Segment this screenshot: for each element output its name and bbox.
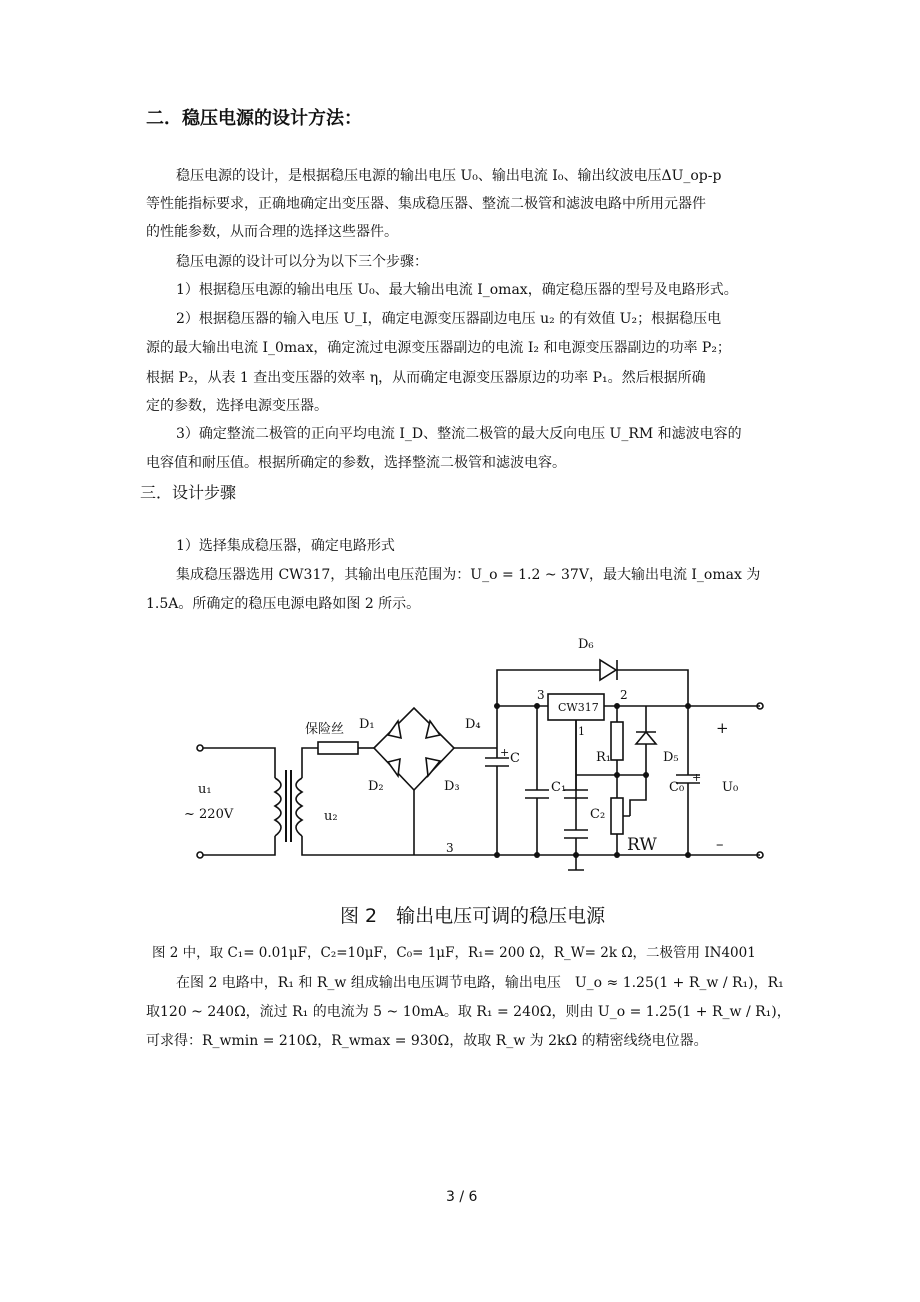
section-heading-design-method: 二．稳压电源的设计方法： <box>146 108 362 129</box>
d3-label: D₃ <box>444 779 460 794</box>
pin2-label: 2 <box>620 688 628 702</box>
c1-label: C₁ <box>551 780 567 795</box>
calc-line: 可求得：R_wmin = 210Ω，R_wmax = 930Ω，故取 R_w 为 2kΩ 的精密线绕电位器。 <box>146 1033 708 1049</box>
paragraph-line: 1.5A。所确定的稳压电源电路如图 2 所示。 <box>146 596 421 612</box>
d5-label: D₅ <box>663 750 679 765</box>
u1-label: u₁ <box>198 782 212 797</box>
c0-plus-label: + <box>692 771 702 784</box>
node3-label: 3 <box>446 841 454 855</box>
pin3-label: 3 <box>537 688 545 702</box>
c-plus-label: + <box>500 746 510 759</box>
regulator-label: CW317 <box>558 701 599 714</box>
section-heading-design-steps: 三．设计步骤 <box>140 483 237 502</box>
d6-label: D₆ <box>578 637 594 652</box>
d2-label: D₂ <box>368 779 384 794</box>
component-params: 图 2 中，取 C₁= 0.01μF，C₂=10μF，C₀= 1μF，R₁= 200 Ω，R_W= 2k Ω，二极管用 IN4001 <box>152 945 756 961</box>
c0-label: C₀ <box>669 780 685 795</box>
paragraph-line: 稳压电源的设计可以分为以下三个步骤： <box>176 254 428 270</box>
uo-label: U₀ <box>722 780 739 795</box>
pin1-label: 1 <box>578 725 585 738</box>
sub-heading: 1）选择集成稳压器，确定电路形式 <box>176 538 395 554</box>
paragraph-line: 集成稳压器选用 CW317，其输出电压范围为：U_o = 1.2 ~ 37V，最大输出电流 I_omax 为 <box>176 567 761 583</box>
fuse-label: 保险丝 <box>305 722 345 737</box>
rw-label: RW <box>627 835 657 855</box>
output-minus-label: – <box>716 835 724 853</box>
step-2-line: 根据 P₂，从表 1 查出变压器的效率 η，从而确定电源变压器原边的功率 P₁。然后根据所确 <box>146 370 706 386</box>
calc-line: 在图 2 电路中，R₁ 和 R_w 组成输出电压调节电路，输出电压 U_o ≈ 1.25(1 + R_w / R₁)，R₁ <box>176 975 784 991</box>
step-3-line: 3）确定整流二极管的正向平均电流 I_D、整流二极管的最大反向电压 U_RM 和滤波电容的 <box>176 426 742 442</box>
calc-line: 取120 ~ 240Ω，流过 R₁ 的电流为 5 ~ 10mA。取 R₁ = 240Ω，则由 U_o = 1.25(1 + R_w / R₁)， <box>146 1004 791 1020</box>
output-plus-label: + <box>716 719 729 737</box>
step-1: 1）根据稳压电源的输出电压 U₀、最大输出电流 I_omax，确定稳压器的型号及电路形式。 <box>176 282 738 298</box>
r1-label: R₁ <box>596 750 611 765</box>
paragraph-line: 等性能指标要求，正确地确定出变压器、集成稳压器、整流二极管和滤波电路中所用元器件 <box>146 196 706 212</box>
step-3-line: 电容值和耐压值。根据所确定的参数，选择整流二极管和滤波电容。 <box>146 455 566 471</box>
figure-caption: 图 2 输出电压可调的稳压电源 <box>340 905 606 927</box>
page-number: 3 / 6 <box>446 1189 478 1205</box>
paragraph-line: 的性能参数，从而合理的选择这些器件。 <box>146 224 398 240</box>
c2-label: C₂ <box>590 807 606 822</box>
step-2-line: 源的最大输出电流 I_0max，确定流过电源变压器副边的电流 I₂ 和电源变压器副边的功率 P₂； <box>146 340 731 356</box>
paragraph-line: 稳压电源的设计，是根据稳压电源的输出电压 U₀、输出电流 I₀、输出纹波电压ΔU_op-p <box>176 168 722 184</box>
d4-label: D₄ <box>465 717 481 732</box>
step-2-line: 2）根据稳压器的输入电压 U_I，确定电源变压器副边电压 u₂ 的有效值 U₂；根据稳压电 <box>176 311 722 327</box>
step-2-line: 定的参数，选择电源变压器。 <box>146 398 328 414</box>
d1-label: D₁ <box>359 717 375 732</box>
vin-label: ~ 220V <box>184 807 234 822</box>
c-label: C <box>510 751 520 766</box>
u2-label: u₂ <box>324 809 338 824</box>
